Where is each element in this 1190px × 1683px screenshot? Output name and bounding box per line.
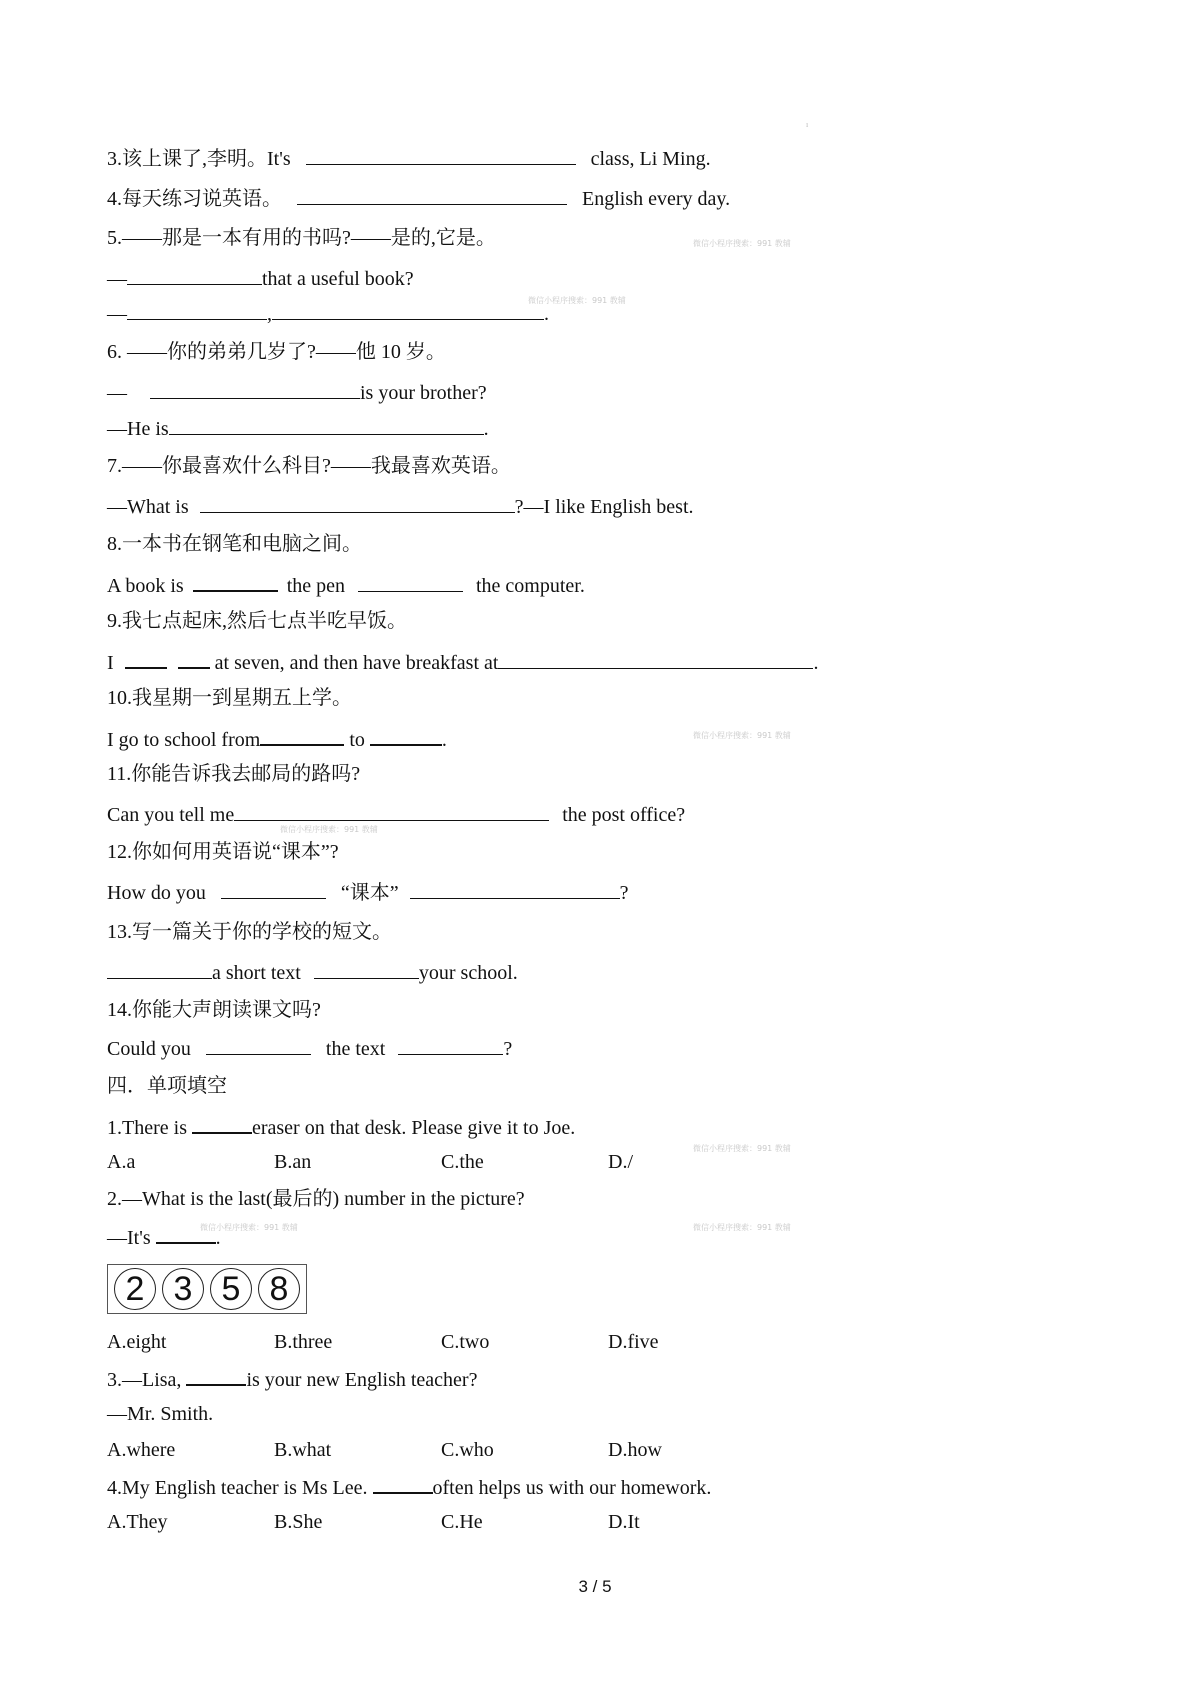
s4-q4-part2: often helps us with our homework. <box>432 1477 712 1499</box>
q13-prompt: 13.写一篇关于你的学校的短文。 <box>107 921 392 943</box>
s4-q4-part1: 4.My English teacher is Ms Lee. <box>107 1477 368 1499</box>
q13-line1 <box>107 960 518 985</box>
s4-q3-blank[interactable] <box>186 1366 246 1386</box>
period: . <box>483 418 489 440</box>
number-circle: 5 <box>210 1268 252 1310</box>
q13-blank-2[interactable] <box>314 960 419 979</box>
q6-line1 <box>107 380 487 405</box>
q8-part3: the computer. <box>476 575 585 597</box>
q9-blank-1[interactable] <box>125 649 167 669</box>
q4-prompt: 4.每天练习说英语。 <box>107 188 282 210</box>
q12-part2: “课本” <box>340 882 399 904</box>
q8-part1: A book is <box>107 575 184 597</box>
q6-line2-prefix: —He is <box>107 418 169 440</box>
s4-q3-option-b[interactable]: B.what <box>274 1439 332 1461</box>
q13-part2: your school. <box>418 962 518 984</box>
s4-q4-option-d[interactable]: D.It <box>608 1511 640 1533</box>
q11-part1: Can you tell me <box>107 804 235 826</box>
s4-q3-option-d[interactable]: D.how <box>608 1439 662 1461</box>
q7-line1 <box>107 494 694 519</box>
watermark: 微信小程序搜索：991 教辅 <box>280 825 378 834</box>
q5-line1 <box>107 266 414 291</box>
comma: , <box>267 303 272 325</box>
q5-blank-1[interactable] <box>127 266 262 285</box>
q9-part1: I <box>107 652 114 674</box>
period: . <box>544 303 549 325</box>
q13-blank-1[interactable] <box>107 960 212 979</box>
period: . <box>813 652 819 674</box>
dash: — <box>107 382 127 404</box>
q10-part1: I go to school from <box>107 729 261 751</box>
q7-line1-suffix: ?—I like English best. <box>514 496 694 518</box>
q9-part2: at seven, and then have breakfast at <box>214 652 499 674</box>
q14-part2: the text <box>325 1038 386 1060</box>
q4-suffix: English every day. <box>582 188 731 210</box>
q7-blank[interactable] <box>200 494 515 513</box>
s4-q1-part1: 1.There is <box>107 1117 187 1139</box>
s4-q1-part2: eraser on that desk. Please give it to Joe. <box>251 1117 576 1139</box>
q6-blank-1[interactable] <box>150 380 360 399</box>
number-circle: 3 <box>162 1268 204 1310</box>
watermark: 微信小程序搜索：991 教辅 <box>693 731 791 740</box>
q14-prompt: 14.你能大声朗读课文吗? <box>107 999 321 1021</box>
s4-q4-line1 <box>107 1474 711 1500</box>
s4-q1-blank[interactable] <box>192 1114 252 1134</box>
q7-prompt: 7.——你最喜欢什么科目?——我最喜欢英语。 <box>107 455 511 477</box>
question-mark: ? <box>619 882 629 904</box>
q6-line2 <box>107 416 489 441</box>
q11-part2: the post office? <box>562 804 686 826</box>
s4-q3-option-a[interactable]: A.where <box>107 1439 176 1461</box>
q9-blank-3[interactable] <box>498 650 813 669</box>
s4-q3-part2: is your new English teacher? <box>246 1369 478 1391</box>
q4-blank[interactable] <box>297 186 567 205</box>
question-mark: ? <box>503 1038 513 1060</box>
q7-line1-prefix: —What is <box>107 496 189 518</box>
q8-part2: the pen <box>286 575 345 597</box>
q6-blank-2[interactable] <box>169 416 484 435</box>
s4-q3-answer: —Mr. Smith. <box>107 1403 214 1425</box>
q14-part1: Could you <box>107 1038 191 1060</box>
q12-part1: How do you <box>107 882 206 904</box>
q12-blank-1[interactable] <box>221 880 326 899</box>
q10-prompt: 10.我星期一到星期五上学。 <box>107 687 352 709</box>
s4-q2-option-d[interactable]: D.five <box>608 1331 659 1353</box>
s4-q3-line1 <box>107 1366 477 1392</box>
s4-q1-line <box>107 1114 575 1140</box>
watermark: 微信小程序搜索：991 教辅 <box>528 296 626 305</box>
s4-q3-part1: 3.—Lisa, <box>107 1369 182 1391</box>
q10-blank-1[interactable] <box>260 726 344 746</box>
s4-q1-option-b[interactable]: B.an <box>274 1151 312 1173</box>
q14-blank-1[interactable] <box>206 1036 311 1055</box>
s4-q2-line1: 2.—What is the last(最后的) number in the picture? <box>107 1188 525 1210</box>
q8-blank-1[interactable] <box>193 572 278 592</box>
s4-q2-option-c[interactable]: C.two <box>441 1331 490 1353</box>
s4-q2-option-b[interactable]: B.three <box>274 1331 333 1353</box>
q3-blank[interactable] <box>306 146 576 165</box>
q3-suffix: class, Li Ming. <box>590 148 711 170</box>
watermark: 微信小程序搜索：991 教辅 <box>693 1144 791 1153</box>
number-picture <box>107 1264 307 1314</box>
s4-q2-option-a[interactable]: A.eight <box>107 1331 167 1353</box>
q9-prompt: 9.我七点起床,然后七点半吃早饭。 <box>107 610 407 632</box>
page-number: 3 / 5 <box>578 1577 612 1596</box>
q9-line1 <box>107 649 818 675</box>
s4-q3-option-c[interactable]: C.who <box>441 1439 494 1461</box>
corner-mark: ı <box>806 120 809 129</box>
q5-prompt: 5.——那是一本有用的书吗?——是的,它是。 <box>107 227 496 249</box>
period: . <box>441 729 447 751</box>
q6-line1-suffix: is your brother? <box>360 382 487 404</box>
watermark: 微信小程序搜索：991 教辅 <box>693 1223 791 1232</box>
s4-q4-option-c[interactable]: C.He <box>441 1511 483 1533</box>
q5-line2 <box>107 301 549 326</box>
q6-prompt: 6. ——你的弟弟几岁了?——他 10 岁。 <box>107 341 446 363</box>
q14-line1 <box>107 1036 512 1061</box>
q3-prompt: 3.该上课了,李明。It's <box>107 148 291 170</box>
q10-part2: to <box>349 729 365 751</box>
s4-q1-option-a[interactable]: A.a <box>107 1151 136 1173</box>
q8-line1 <box>107 572 585 598</box>
s4-q4-blank[interactable] <box>373 1474 433 1494</box>
q10-blank-2[interactable] <box>370 726 442 746</box>
q11-line1 <box>107 802 685 827</box>
s4-q1-option-c[interactable]: C.the <box>441 1151 484 1173</box>
q5-line1-suffix: that a useful book? <box>262 268 414 290</box>
dash: — <box>107 268 127 290</box>
q11-prompt: 11.你能告诉我去邮局的路吗? <box>107 763 361 785</box>
section4-heading: 四．单项填空 <box>107 1075 227 1097</box>
q3-line <box>107 146 711 171</box>
q10-line1 <box>107 726 447 752</box>
q11-blank[interactable] <box>234 802 549 821</box>
period: . <box>215 1227 221 1249</box>
q5-blank-3[interactable] <box>272 301 544 320</box>
q8-blank-2[interactable] <box>358 573 463 592</box>
s4-q4-option-b[interactable]: B.She <box>274 1511 323 1533</box>
number-circle: 8 <box>258 1268 300 1310</box>
q12-line1 <box>107 880 629 905</box>
q4-line <box>107 186 730 211</box>
q14-blank-2[interactable] <box>398 1036 503 1055</box>
watermark: 微信小程序搜索：991 教辅 <box>200 1223 298 1232</box>
s4-q2-line2-prefix: —It's <box>107 1227 151 1249</box>
q8-prompt: 8.一本书在钢笔和电脑之间。 <box>107 533 362 555</box>
dash: — <box>107 303 127 325</box>
q5-blank-2[interactable] <box>127 301 267 320</box>
s4-q4-option-a[interactable]: A.They <box>107 1511 168 1533</box>
s4-q1-option-d[interactable]: D./ <box>608 1151 633 1173</box>
q9-blank-2[interactable] <box>178 649 210 669</box>
q12-blank-2[interactable] <box>410 880 620 899</box>
number-circle: 2 <box>114 1268 156 1310</box>
q12-prompt: 12.你如何用英语说“课本”? <box>107 841 339 863</box>
watermark: 微信小程序搜索：991 教辅 <box>693 239 791 248</box>
q13-part1: a short text <box>212 962 301 984</box>
